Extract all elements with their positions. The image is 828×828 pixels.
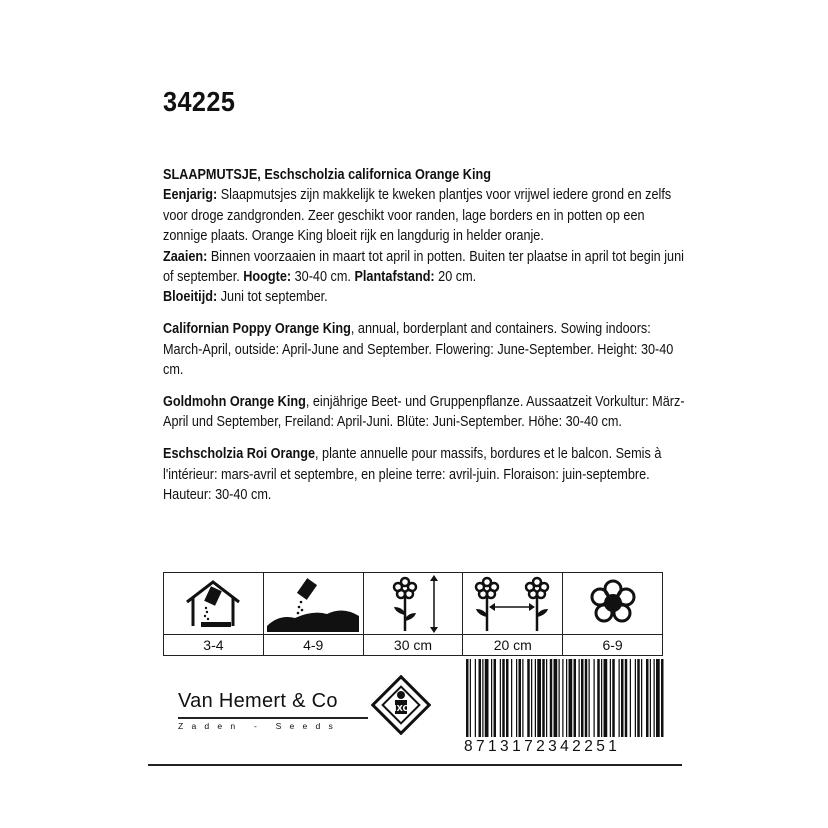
french-text: , plante annuelle pour massifs, bordures et le balcon. Semis à l'intérieur: mars-avril et septembre, en pleine terre: avril-juin. Floraison: juin-septembre. Hauteur: 30-40 cm. [163,446,662,504]
barcode-bar [491,659,492,737]
icon-label-flowering: 6-9 [602,637,623,653]
barcode-bar [612,659,615,737]
french-title: Eschscholzia Roi Orange [163,446,316,463]
dutch-description: Slaapmutsjes zijn makkelijk te kweken plantjes voor vrijwel iedere grond en zelfs voor droge zandgronden. Zeer geschikt voor randen, lage borders en in potten op een zonnige plaats. Orange King bloeit rijk en langdurig in helder oranje. [163,187,672,245]
barcode-bar [661,659,664,737]
french-section [163,444,691,505]
barcode-bar [535,659,536,737]
barcode-bar [597,659,600,737]
icon-label-indoor-sowing: 3-4 [203,637,224,653]
barcode-bar [569,659,573,737]
barcode-bar [475,659,476,737]
barcode-bar [550,659,553,737]
dutch-sow-text: Binnen voorzaaien in maart tot april in potten. Buiten ter plaatse in april tot begin juni of september. [163,248,684,286]
certification-logo-icon [371,675,431,735]
bottom-rule [148,764,682,766]
barcode-bar [579,659,580,737]
barcode-bar [637,659,640,737]
greenhouse-sowing-icon [181,576,245,632]
plant-height-icon [378,575,448,633]
barcode-bar [585,659,588,737]
barcode-bar [519,659,522,737]
barcode-bar [650,659,651,737]
barcode-bar [581,659,584,737]
icon-label-outdoor-sowing: 4-9 [303,637,324,653]
barcode-bar [466,659,469,737]
german-section [163,392,691,433]
barcode-bar [594,659,595,737]
dutch-spacing-text: 20 cm. [434,269,477,286]
barcode-bar [482,659,483,737]
dutch-section [163,165,691,308]
barcode-bar [537,659,541,737]
icon-cell-plant-height [364,573,464,655]
barcode-bar [574,659,577,737]
plant-spacing-icon [471,575,555,633]
icon-cell-indoor-sowing [164,573,264,655]
barcode-bar [485,659,489,737]
barcode-bar [500,659,501,737]
barcode-bar [601,659,602,737]
english-text: , annual, borderplant and containers. Sowing indoors: March-April, outside: April-June and September. Flowering: June-September. Height: 30-40 cm. [163,321,674,379]
barcode-bar [630,659,631,737]
brand-subtitle: Zaden - Seeds [178,720,341,731]
barcode-bar [506,659,509,737]
barcode-bar [610,659,611,737]
icon-label-plant-spacing: 20 cm [493,637,532,653]
english-section [163,319,691,380]
outdoor-sowing-icon [265,576,361,632]
barcode-bar [522,659,523,737]
brand-name: Van Hemert & Co [178,690,338,712]
icon-cell-plant-spacing [463,573,563,655]
dutch-height-label: Hoogte: [243,269,292,286]
barcode-bar [531,659,532,737]
barcode-bar [470,659,471,737]
barcode-bar [527,659,530,737]
cultivation-icons-table [163,572,663,656]
barcode-bar [654,659,655,737]
dutch-annual-label: Eenjarig: [163,187,218,204]
icon-cell-flowering [563,573,662,655]
barcode-bar [635,659,636,737]
dutch-flowering-text: Juni tot september. [217,289,328,306]
dutch-title: SLAAPMUTSJE, Eschscholzia californica Orange King [163,167,491,183]
barcode-bar [619,659,620,737]
barcode-bar [566,659,567,737]
icon-label-plant-height: 30 cm [393,637,433,653]
barcode-bar [589,659,590,737]
dutch-spacing-label: Plantafstand: [354,269,435,286]
dutch-flowering-label: Bloeitijd: [163,289,218,306]
barcode-bar [656,659,660,737]
barcode-bar [502,659,505,737]
barcode-bar [511,659,512,737]
barcode-bar [546,659,547,737]
brand-divider [178,717,368,719]
barcode-bar [621,659,624,737]
barcode [464,659,664,737]
icon-cell-outdoor-sowing [264,573,364,655]
english-title: Californian Poppy Orange King [163,321,351,338]
barcode-bar [554,659,558,737]
barcode-bar [559,659,560,737]
product-code: 34225 [163,86,236,117]
barcode-bar [479,659,482,737]
barcode-bar [646,659,649,737]
dutch-height-text: 30-40 cm. [291,269,355,286]
barcode-bar [625,659,628,737]
barcode-bar [604,659,608,737]
description-text [163,165,691,506]
barcode-bar [542,659,545,737]
barcode-number: 8713172342251 [464,738,621,755]
barcode-bar [494,659,497,737]
german-text: , einjährige Beet- und Gruppenpflanze. Aussaatzeit Vorkultur: März-April und September, Freiland: April-Juni. Blüte: Juni-September. Höhe: 30-40 cm. [163,394,685,431]
cert-text: IXC [393,704,409,713]
barcode-bar [641,659,642,737]
german-title: Goldmohn Orange King [163,394,306,411]
barcode-bar [562,659,563,737]
dutch-sow-label: Zaaien: [163,248,208,265]
flowering-icon [588,579,638,629]
barcode-bar [516,659,517,737]
brand-logo [178,690,374,731]
